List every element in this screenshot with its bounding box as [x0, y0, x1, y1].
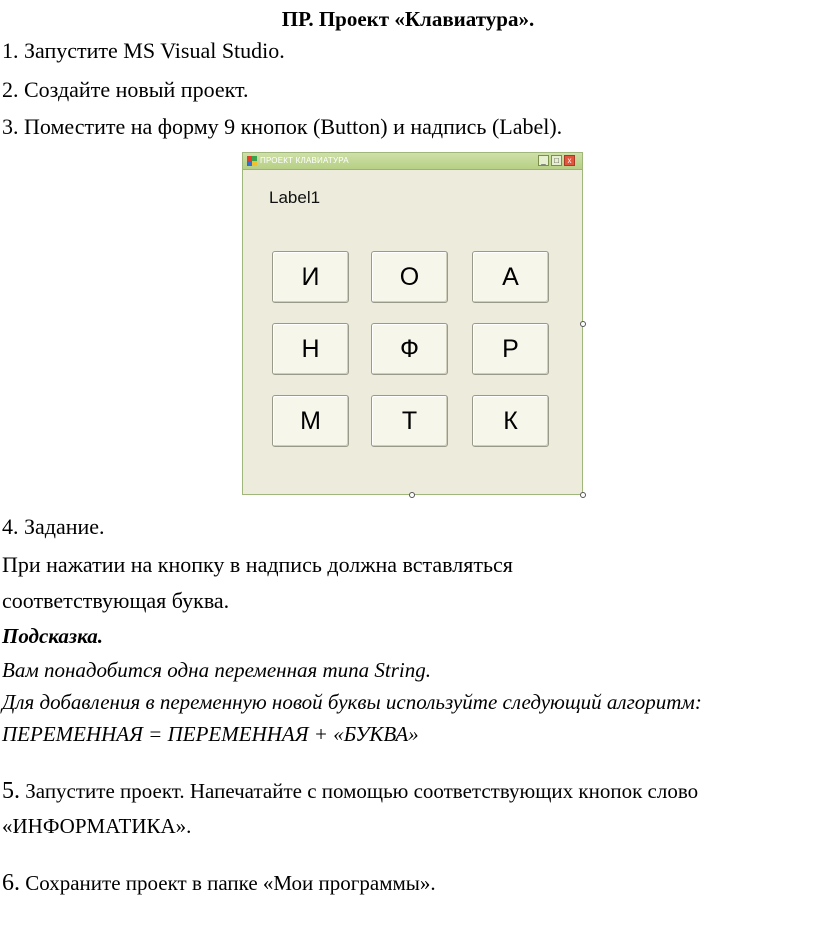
task-heading: 4. Задание. — [2, 514, 105, 539]
key-button-o: О — [371, 251, 448, 303]
hint-heading: Подсказка. — [2, 624, 103, 648]
page-title: ПР. Проект «Клавиатура». — [281, 7, 535, 31]
step-1: 1. Запустите MS Visual Studio. — [2, 38, 285, 63]
step-5-number: 5. — [2, 778, 20, 804]
resize-handle-bottom — [409, 492, 415, 498]
close-icon: x — [564, 155, 575, 166]
form-label: Label1 — [269, 188, 321, 207]
step-5-line-1 — [2, 778, 698, 804]
step-3: 3. Поместите на форму 9 кнопок (Button) и надпись (Label). — [2, 114, 563, 139]
step-6-text: Сохраните проект в папке «Мои программы». — [25, 871, 436, 895]
key-button-k: К — [472, 395, 549, 447]
window-title-bar — [243, 153, 582, 170]
key-button-i: И — [272, 251, 349, 303]
minimize-icon: _ — [538, 155, 549, 166]
key-button-n: Н — [272, 323, 349, 375]
step-5-text: Запустите проект. Напечатайте с помощью соответствующих кнопок слово — [25, 779, 699, 803]
step-2: 2. Создайте новый проект. — [2, 77, 249, 102]
task-line-1: При нажатии на кнопку в надпись должна вставляться — [2, 552, 513, 577]
window-caption: ПРОЕКТ КЛАВИАТУРА — [260, 156, 349, 165]
resize-handle-right — [580, 321, 586, 327]
maximize-icon: □ — [551, 155, 562, 166]
step-6-number: 6. — [2, 870, 20, 896]
hint-line-2: Для добавления в переменную новой буквы используйте следующий алгоритм: — [2, 690, 702, 714]
resize-handle-corner — [580, 492, 586, 498]
hint-line-1: Вам понадобится одна переменная типа String. — [2, 658, 432, 682]
step-6 — [2, 870, 436, 896]
app-icon — [247, 156, 257, 166]
form-window-screenshot — [242, 152, 583, 495]
key-button-r: Р — [472, 323, 549, 375]
hint-formula: ПЕРЕМЕННАЯ = ПЕРЕМЕННАЯ + «БУКВА» — [2, 722, 419, 746]
task-line-2: соответствующая буква. — [2, 588, 230, 613]
key-button-m: М — [272, 395, 349, 447]
key-button-t: Т — [371, 395, 448, 447]
key-button-f: Ф — [371, 323, 448, 375]
key-button-a: А — [472, 251, 549, 303]
step-5-line-2: «ИНФОРМАТИКА». — [2, 814, 192, 838]
